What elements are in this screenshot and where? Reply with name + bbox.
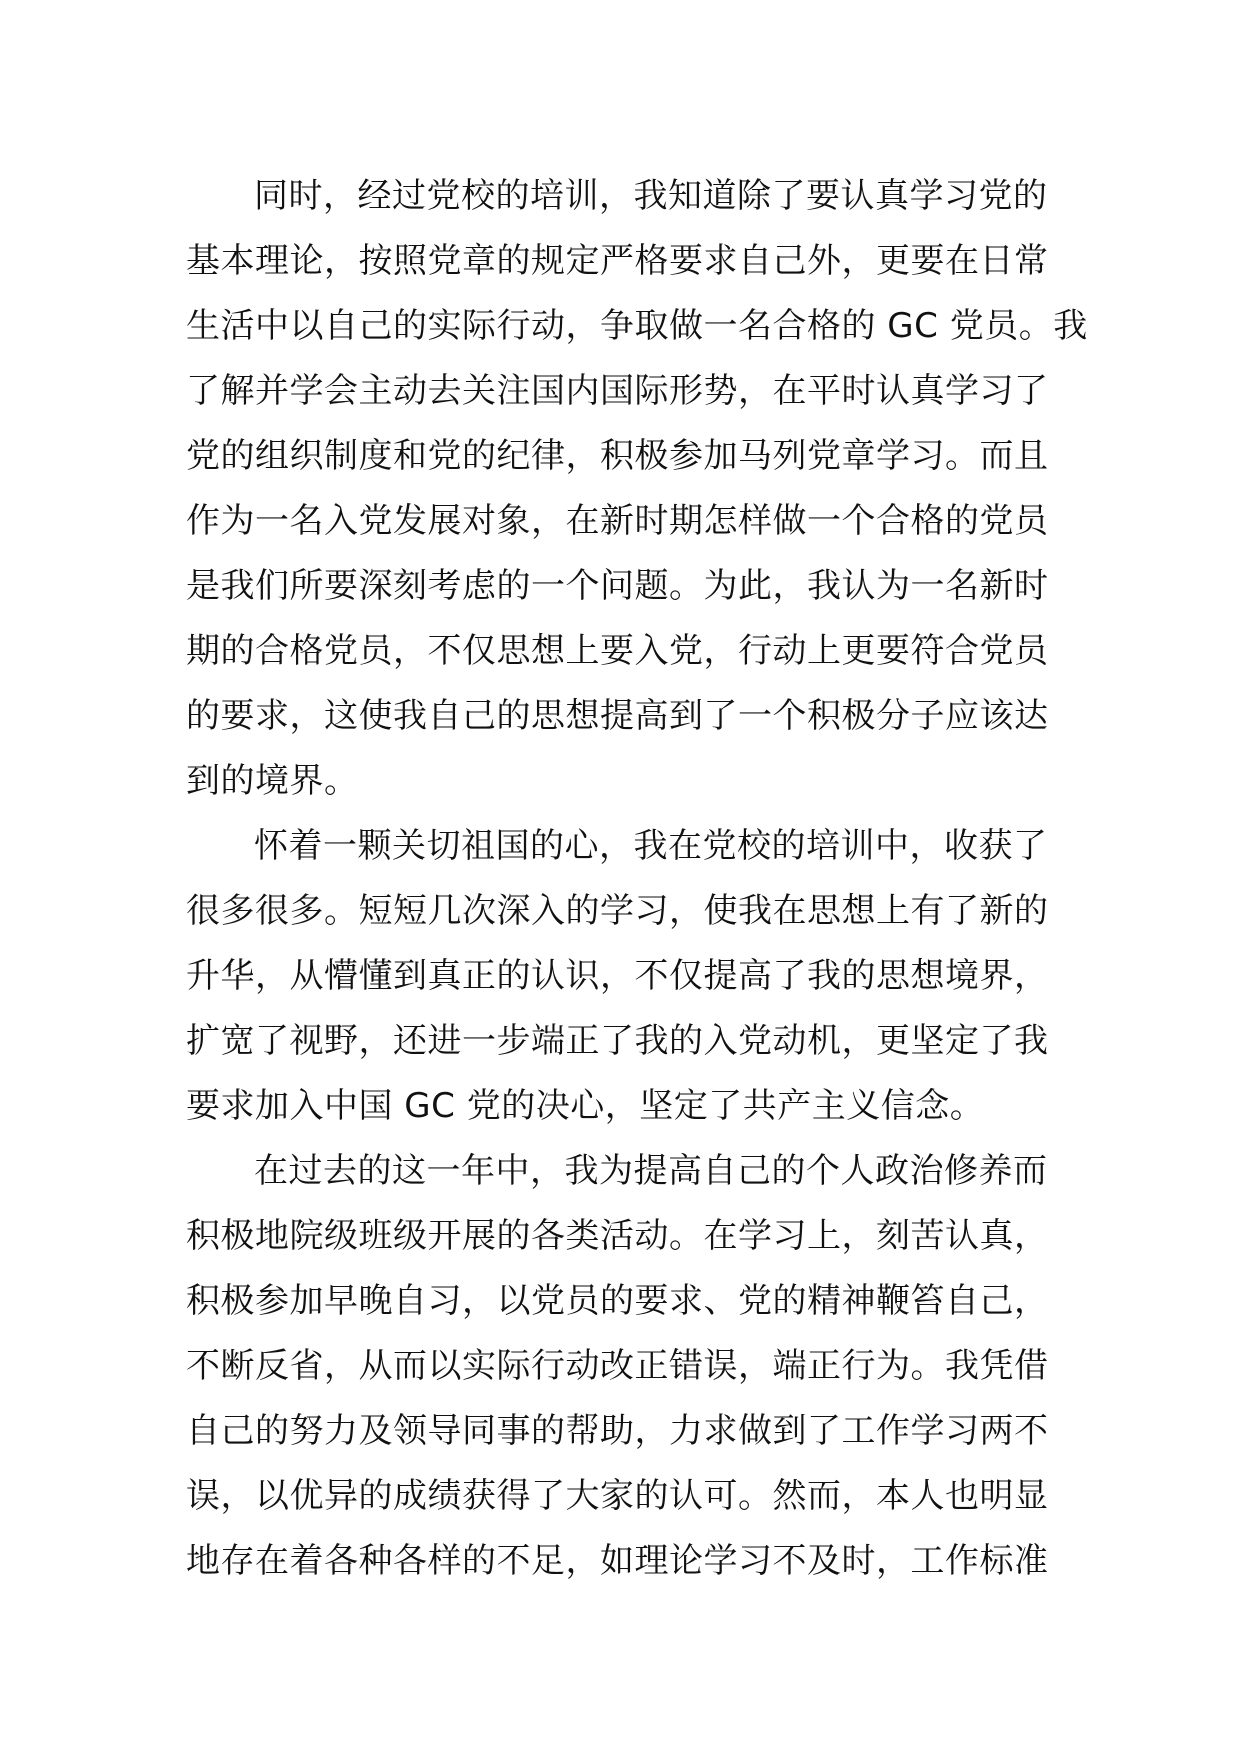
- text-line: 积极地院级班级开展的各类活动。在学习上，刻苦认真，: [186, 1216, 1049, 1256]
- text-line: 了解并学会主动去关注国内国际形势，在平时认真学习了: [186, 371, 1049, 411]
- text-line: 自己的努力及领导同事的帮助，力求做到了工作学习两不: [186, 1411, 1049, 1451]
- text-line: 在过去的这一年中，我为提高自己的个人政治修养而: [254, 1151, 1048, 1191]
- text-line: 地存在着各种各样的不足，如理论学习不及时，工作标准: [186, 1541, 1049, 1581]
- paragraph-3: [186, 1139, 1066, 1594]
- text-line: 的要求，这使我自己的思想提高到了一个积极分子应该达: [186, 696, 1049, 736]
- text-line: 积极参加早晚自习，以党员的要求、党的精神鞭笞自己，: [186, 1281, 1049, 1321]
- text-line: 要求加入中国 GC 党的决心，坚定了共产主义信念。: [186, 1086, 985, 1126]
- text-line: 怀着一颗关切祖国的心，我在党校的培训中，收获了: [254, 826, 1048, 866]
- text-line: 党的组织制度和党的纪律，积极参加马列党章学习。而且: [186, 436, 1049, 476]
- text-line: 很多很多。短短几次深入的学习，使我在思想上有了新的: [186, 891, 1049, 931]
- text-line: 误，以优异的成绩获得了大家的认可。然而，本人也明显: [186, 1476, 1049, 1516]
- text-line: 期的合格党员，不仅思想上要入党，行动上更要符合党员: [186, 631, 1049, 671]
- text-line: 基本理论，按照党章的规定严格要求自己外，更要在日常: [186, 241, 1049, 281]
- text-line: 同时，经过党校的培训，我知道除了要认真学习党的: [254, 176, 1048, 216]
- text-line: 升华，从懵懂到真正的认识，不仅提高了我的思想境界，: [186, 956, 1049, 996]
- body-text: [186, 164, 1088, 1594]
- text-line: 是我们所要深刻考虑的一个问题。为此，我认为一名新时: [186, 566, 1049, 606]
- text-line: 作为一名入党发展对象，在新时期怎样做一个合格的党员: [186, 501, 1049, 541]
- text-line: 扩宽了视野，还进一步端正了我的入党动机，更坚定了我: [186, 1021, 1049, 1061]
- paragraph-2: [186, 814, 1066, 1139]
- text-line: 生活中以自己的实际行动，争取做一名合格的 GC 党员。我: [186, 306, 1088, 346]
- text-line: 到的境界。: [186, 761, 359, 801]
- text-line: 不断反省，从而以实际行动改正错误，端正行为。我凭借: [186, 1346, 1049, 1386]
- paragraph-1: [186, 164, 1088, 814]
